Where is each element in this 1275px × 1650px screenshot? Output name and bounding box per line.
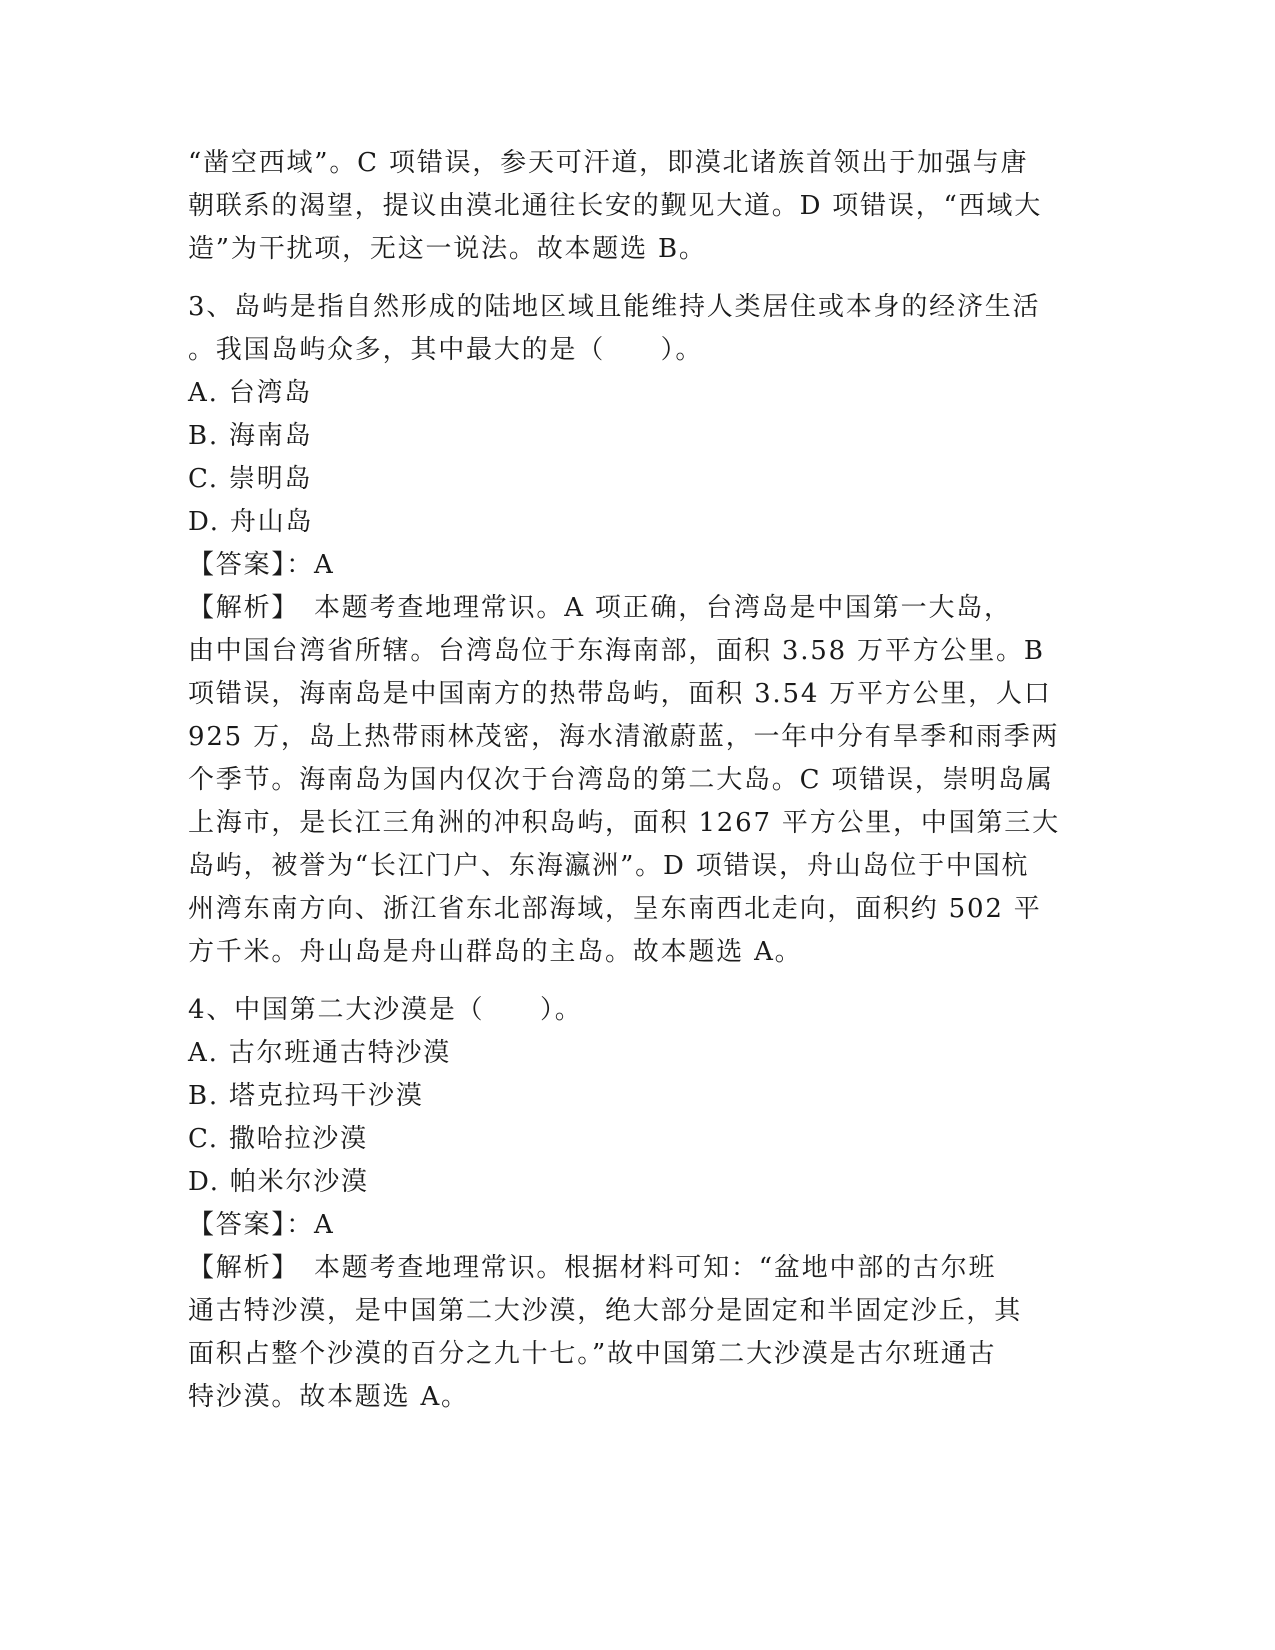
spacer [188,974,1088,989]
question-stem: 4、中国第二大沙漠是（ ）。 [188,995,583,1025]
analysis-line: 方千米。舟山岛是舟山群岛的主岛。故本题选 A。 [188,937,803,967]
previous-analysis-continuation [188,142,1088,271]
text-line: 造”为干扰项，无这一说法。故本题选 B。 [188,234,707,264]
question-stem: 3、岛屿是指自然形成的陆地区域且能维持人类居住或本身的经济生活 [188,292,1041,322]
analysis-line: 上海市，是长江三角洲的冲积岛屿，面积 1267 平方公里，中国第三大 [188,808,1060,838]
analysis-line: 由中国台湾省所辖。台湾岛位于东海南部，面积 3.58 万平方公里。B [188,636,1045,666]
analysis-line: 【解析】 本题考查地理常识。A 项正确，台湾岛是中国第一大岛， [188,593,1012,623]
option-b: B. 海南岛 [188,421,313,451]
option-c: C. 崇明岛 [188,464,313,494]
analysis-line: 岛屿，被誉为“长江门户、东海瀛洲”。D 项错误，舟山岛位于中国杭 [188,851,1030,881]
text-line: “凿空西域”。C 项错误，参天可汗道，即漠北诸族首领出于加强与唐 [188,148,1029,178]
question-4 [188,989,1088,1419]
option-d: D. 帕米尔沙漠 [188,1167,369,1197]
analysis-line: 项错误，海南岛是中国南方的热带岛屿，面积 3.54 万平方公里，人口 [188,679,1052,709]
document-page [188,142,1088,1419]
answer-line: 【答案】：A [188,550,335,580]
analysis-line: 925 万，岛上热带雨林茂密，海水清澈蔚蓝，一年中分有旱季和雨季两 [188,722,1060,752]
answer-line: 【答案】：A [188,1210,335,1240]
spacer [188,271,1088,286]
option-c: C. 撒哈拉沙漠 [188,1124,368,1154]
option-b: B. 塔克拉玛干沙漠 [188,1081,424,1111]
option-a: A. 台湾岛 [188,378,313,408]
analysis-line: 面积占整个沙漠的百分之九十七。”故中国第二大沙漠是古尔班通古 [188,1339,997,1369]
analysis-line: 个季节。海南岛为国内仅次于台湾岛的第二大岛。C 项错误，崇明岛属 [188,765,1054,795]
option-d: D. 舟山岛 [188,507,314,537]
analysis-line: 通古特沙漠，是中国第二大沙漠，绝大部分是固定和半固定沙丘，其 [188,1296,1023,1326]
question-3 [188,286,1088,974]
text-line: 朝联系的渴望，提议由漠北通往长安的觐见大道。D 项错误，“西域大 [188,191,1043,221]
analysis-line: 特沙漠。故本题选 A。 [188,1382,469,1412]
analysis-line: 州湾东南方向、浙江省东北部海域，呈东南西北走向，面积约 502 平 [188,894,1042,924]
option-a: A. 古尔班通古特沙漠 [188,1038,452,1068]
analysis-line: 【解析】 本题考查地理常识。根据材料可知：“盆地中部的古尔班 [188,1253,997,1283]
question-stem: 。我国岛屿众多，其中最大的是（ ）。 [188,335,704,365]
